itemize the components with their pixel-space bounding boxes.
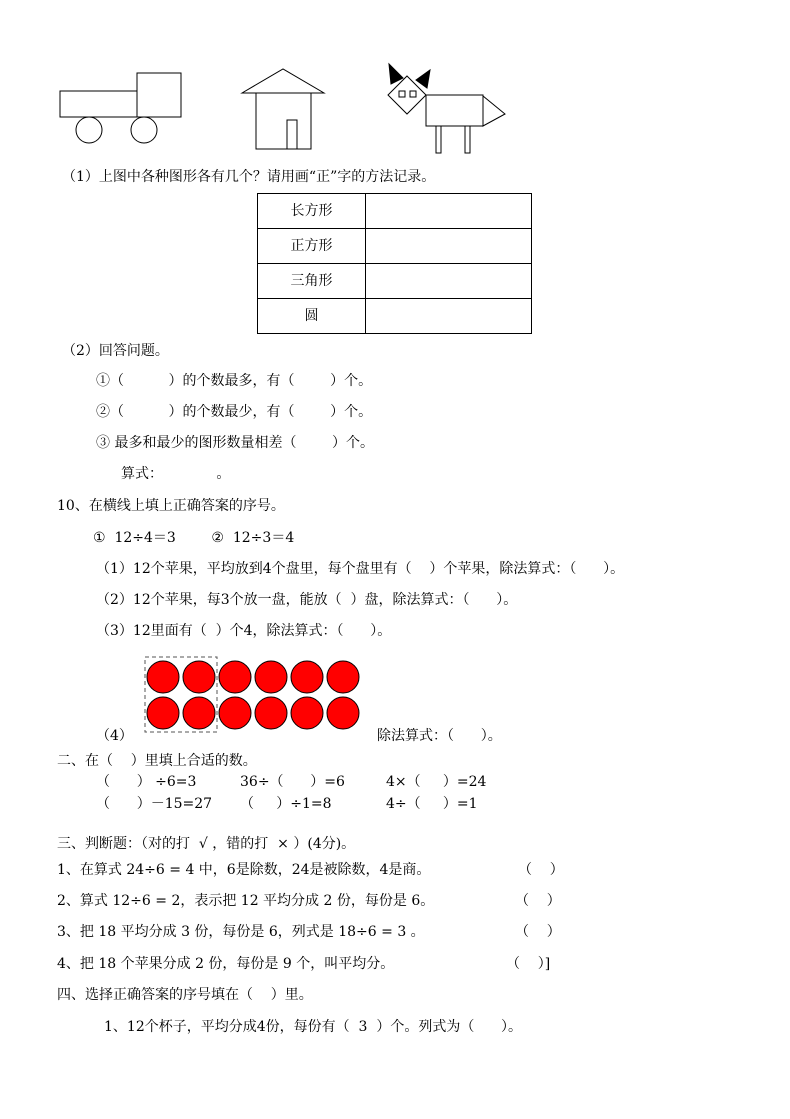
- judge-item-4: 4、把 18 个苹果分成 2 份，每份是 9 个，叫平均分。: [57, 956, 395, 972]
- section2-r1c1: （ ） ÷6=3: [96, 774, 197, 790]
- apple-dot: [327, 697, 359, 729]
- table-label: 三角形: [258, 264, 366, 299]
- apple-dot: [219, 697, 251, 729]
- table-label: 正方形: [258, 229, 366, 264]
- q10-item-3: （3）12里面有（ ）个4，除法算式：（ ）。: [96, 623, 392, 639]
- dot-grid: [147, 661, 359, 729]
- judge-item-3: 3、把 18 平均分成 3 份，每份是 6，列式是 18÷6 = 3 。: [57, 924, 425, 940]
- q10-item-2: （2）12个苹果，每3个放一盘，能放（ ）盘，除法算式：（ ）。: [96, 592, 518, 608]
- apple-dot: [147, 661, 179, 693]
- judge-paren-1[interactable]: （ ）: [518, 862, 564, 878]
- apple-dot: [255, 661, 287, 693]
- section2-r2c2: （ ）÷1=8: [240, 796, 332, 812]
- apple-dot: [291, 661, 323, 693]
- answer-line-difference: ③ 最多和最少的图形数量相差（ ）个。: [96, 435, 375, 451]
- judge-paren-4[interactable]: （ ）]: [506, 956, 551, 972]
- apple-dot: [183, 697, 215, 729]
- shapes-question-part2: （2）回答问题。: [62, 343, 169, 359]
- section4-item-1: 1、12个杯子，平均分成4份，每份有（ 3 ）个。列式为（ ）。: [104, 1019, 523, 1035]
- apple-dot: [327, 661, 359, 693]
- section4-title: 四、选择正确答案的序号填在（ ）里。: [57, 987, 313, 1003]
- judge-item-1: 1、在算式 24÷6 = 4 中，6是除数，24是被除数，4是商。: [57, 862, 431, 878]
- apple-dot: [291, 697, 323, 729]
- section2-title: 二、在（ ）里填上合适的数。: [57, 753, 257, 769]
- section3-title: 三、判断题：（对的打 √ ，错的打 × ）(4分)。: [57, 836, 356, 852]
- table-label: 圆: [258, 299, 366, 334]
- q10-item-4-label: （4）: [96, 728, 133, 744]
- formula-line: 算式： 。: [121, 466, 231, 482]
- section2-r1c2: 36÷（ ）=6: [240, 774, 345, 790]
- section2-r2c3: 4÷（ ）=1: [386, 796, 478, 812]
- apple-dot: [219, 661, 251, 693]
- section2-r2c1: （ ）－15=27: [96, 796, 213, 812]
- section2-r1c3: 4×（ ）=24: [386, 774, 487, 790]
- table-label: 长方形: [258, 194, 366, 229]
- shapes-question-part1: （1）上图中各种图形各有几个？请用画“正”字的方法记录。: [62, 169, 436, 185]
- q10-item-1: （1）12个苹果，平均放到4个盘里，每个盘里有（ ）个苹果，除法算式：（ ）。: [96, 561, 625, 577]
- q10-options: ① 12÷4＝3 ② 12÷3＝4: [93, 530, 295, 546]
- judge-item-2: 2、算式 12÷6 = 2，表示把 12 平均分成 2 份，每份是 6。: [57, 893, 435, 909]
- judge-paren-2[interactable]: （ ）: [515, 893, 561, 909]
- apple-dot: [183, 661, 215, 693]
- apple-dot: [255, 697, 287, 729]
- q10-item-4-formula: 除法算式：（ ）。: [377, 728, 502, 744]
- q10-title: 10、在横线上填上正确答案的序号。: [57, 498, 285, 514]
- judge-paren-3[interactable]: （ ）: [515, 924, 561, 940]
- answer-line-least: ②（ ）的个数最少，有（ ）个。: [96, 404, 373, 420]
- answer-line-most: ①（ ）的个数最多，有（ ）个。: [96, 373, 373, 389]
- apple-dot: [147, 697, 179, 729]
